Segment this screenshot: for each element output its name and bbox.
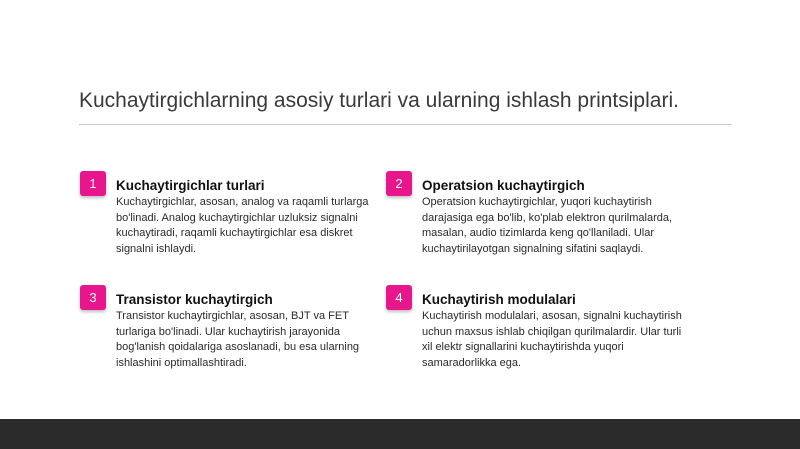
slide-title: Kuchaytirgichlarning asosiy turlari va ularning ishlash printsiplari.	[79, 89, 679, 112]
card-heading: Operatsion kuchaytirgich	[422, 178, 585, 193]
title-divider	[79, 124, 732, 125]
footer-bar	[0, 419, 800, 449]
number-badge: 3	[80, 285, 106, 310]
number-badge: 4	[386, 285, 412, 310]
card-text: Kuchaytirgichlar, asosan, analog va raqamli turlarga bo'linadi. Analog kuchaytirgichlar uzluksiz signalni kuchaytiradi, raqamli kuchaytirgichlar esa diskret signalni ishlaydi.	[116, 196, 369, 255]
card-text: Transistor kuchaytirgichlar, asosan, BJT va FET turlariga bo'linadi. Ular kuchaytirish jarayonida bog'lanish qoidalariga asoslanadi, bu esa ularning ishlashini optimallashtiradi.	[116, 310, 360, 369]
card-heading: Kuchaytirgichlar turlari	[116, 178, 265, 193]
card-text: Operatsion kuchaytirgichlar, yuqori kuchaytirish darajasiga ega bo'lib, ko'plab elektron qurilmalarda, masalan, audio tizimlarda keng qo'llaniladi. Ular kuchaytirilayotgan signalning sifatini saqlaydi.	[422, 196, 673, 255]
number-badge: 2	[386, 171, 412, 196]
number-badge: 1	[80, 171, 106, 196]
card-heading: Transistor kuchaytirgich	[116, 292, 273, 307]
card-text: Kuchaytirish modulalari, asosan, signalni kuchaytirish uchun maxsus ishlab chiqilgan qurilmalardir. Ular turli xil elektr signallarini kuchaytirishda yuqori samaradorlikka ega.	[422, 310, 682, 369]
card-heading: Kuchaytirish modulalari	[422, 292, 576, 307]
